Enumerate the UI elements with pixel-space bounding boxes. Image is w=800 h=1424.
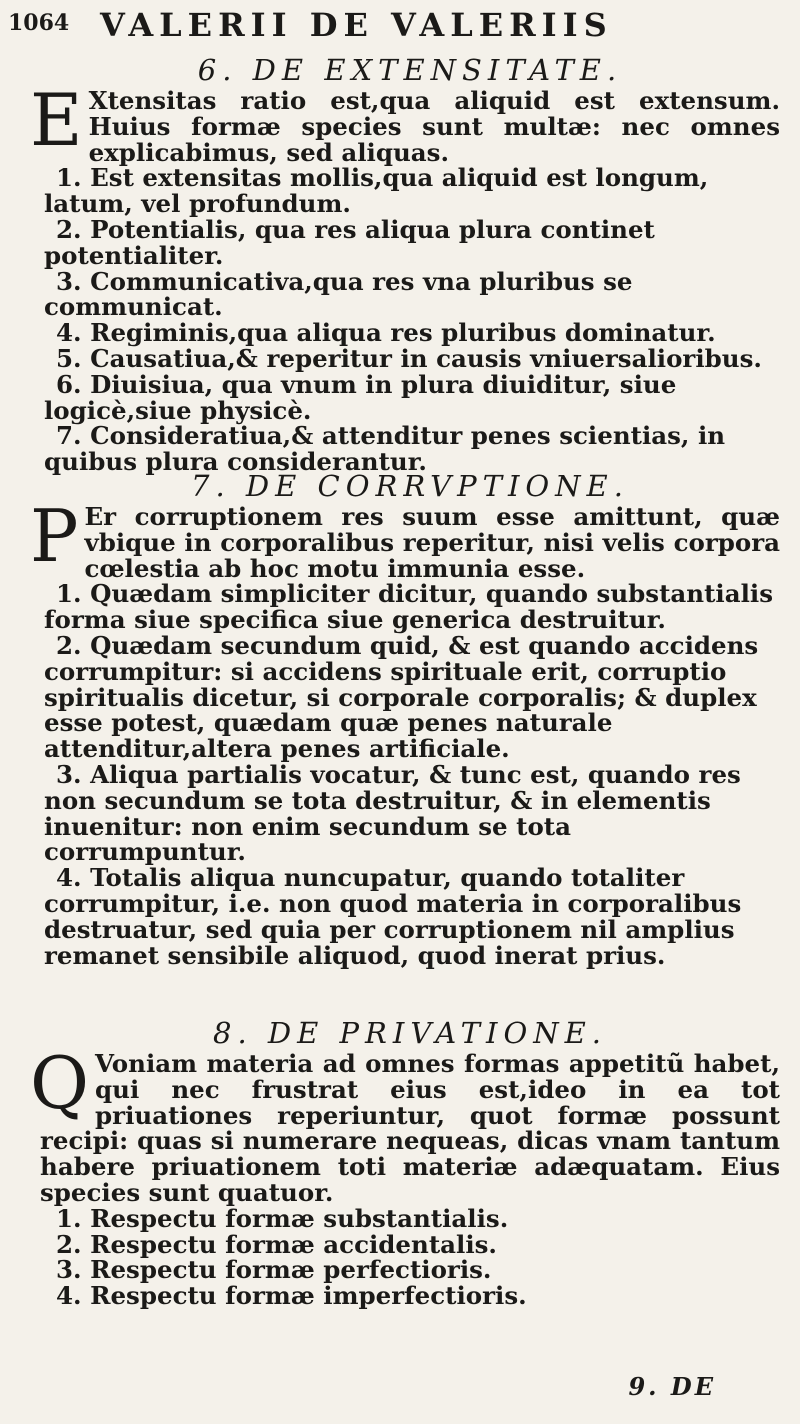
list-item: 4. Respectu formæ imperfectioris. <box>56 1281 527 1311</box>
list-item: 3. Respectu formæ perfectioris. <box>56 1255 492 1285</box>
list-item: 7. Consideratiua,& attenditur penes scientias, in quibus plura considerantur. <box>44 421 726 477</box>
list-item: 3. Aliqua partialis vocatur, & tunc est, quando res non secundum se tota destruitur, & in elementis inuenitur: non enim secundum se tota corrumpuntur. <box>44 759 741 867</box>
list-item: 2. Respectu formæ accidentalis. <box>56 1229 497 1259</box>
section-intro: Q Voniam materia ad omnes formas appetitũ habet, qui nec frustrat eius est,ideo in ea tot priuationes reperiuntur, quot formæ possunt recipi: quas si numerare nequeas, dicas vnam tantum habere priuationem toti materiæ adæquatam. Eius species sunt quatuor. <box>30 1041 780 1207</box>
page-header <box>8 6 780 50</box>
section-corruptione <box>30 468 780 970</box>
section-title: 6. DE EXTENSITATE. <box>197 53 623 87</box>
list-item: 1. Quædam simpliciter dicitur, quando substantialis forma siue specifica siue generica destruitur. <box>44 579 773 635</box>
section-privatione <box>30 1015 780 1311</box>
list-item: 2. Quædam secundum quid, & est quando accidens corrumpitur: si accidens spirituale erit, corruptio spiritualis dicetur, si corporale corporalis; & duplex esse potest, quædam quæ penes naturale attenditur,altera penes artificiale. <box>44 630 759 764</box>
drop-cap: Q <box>30 1041 90 1125</box>
section-intro: E Xtensitas ratio est,qua aliquid est extensum. Huius formæ species sunt multæ: nec omnes explicabimus, sed aliquas. <box>30 78 780 167</box>
page-number: 1064 <box>8 10 70 36</box>
list-item: 1. Est extensitas mollis,qua aliquid est longum, latum, vel profundum. <box>44 163 709 219</box>
list-item: 3. Communicativa,qua res vna pluribus se communicat. <box>44 266 633 322</box>
drop-cap: E <box>30 78 83 162</box>
section-title: 7. DE CORRVPTIONE. <box>191 469 629 503</box>
section-extensitate <box>30 52 780 477</box>
catchword: 9. DE <box>628 1372 716 1401</box>
list-item: 1. Respectu formæ substantialis. <box>56 1203 509 1233</box>
running-head: VALERII DE VALERIIS <box>100 6 613 44</box>
section-title: 8. DE PRIVATIONE. <box>213 1016 607 1050</box>
list-item: 5. Causatiua,& reperitur in causis vniuersalioribus. <box>56 343 762 373</box>
list-item: 2. Potentialis, qua res aliqua plura continet potentialiter. <box>44 214 655 270</box>
list-item: 4. Regiminis,qua aliqua res pluribus dominatur. <box>56 318 716 348</box>
list-item: 4. Totalis aliqua nuncupatur, quando totaliter corrumpitur, i.e. non quod materia in corporalibus destruatur, sed quia per corruptionem nil amplius remanet sensibile aliquod, quod inerat prius. <box>44 863 742 970</box>
drop-cap: P <box>30 494 79 578</box>
list-item: 6. Diuisiua, qua vnum in plura diuiditur, siue logicè,siue physicè. <box>44 369 677 425</box>
section-intro: P Er corruptionem res suum esse amittunt, quæ vbique in corporalibus reperitur, nisi velis corpora cœlestia ab hoc motu immunia esse. <box>30 494 780 583</box>
